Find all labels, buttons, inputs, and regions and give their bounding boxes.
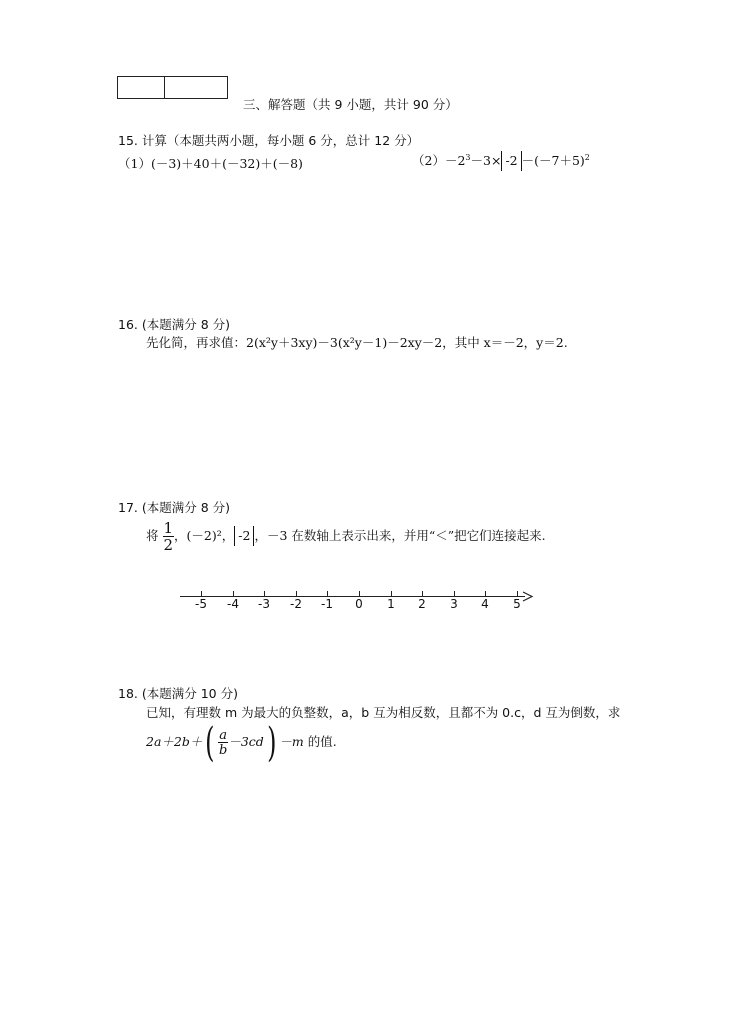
section-heading: 三、解答题（共 9 小题，共计 90 分） (243, 97, 458, 112)
q18-expr-tail: －m (279, 734, 304, 749)
q17-fraction-denominator: 2 (163, 535, 174, 554)
q15-title: 计算（本题共两小题，每小题 6 分，总计 12 分） (141, 133, 420, 148)
q15-part2-exponent-a: 3 (465, 153, 471, 162)
q18-expr-lead: 2a＋2b＋ (146, 734, 203, 749)
q18-fraction-numerator: a (219, 727, 228, 743)
q17-title: (本题满分 8 分) (141, 500, 231, 515)
q15-part2-exponent-c: 2 (584, 153, 590, 162)
score-table (117, 76, 228, 99)
q15-part1 (118, 154, 303, 172)
q18-left-paren: ( (205, 719, 215, 766)
q18-right-paren: ) (266, 719, 277, 766)
number-line-label: 4 (481, 597, 489, 611)
q16-expression: 2(x²y＋3xy)－3(x²y－1)－2xy－2，其中 x＝－2，y＝2. (246, 335, 568, 350)
q16-body (146, 333, 568, 351)
q18-suffix: 的值. (303, 734, 337, 749)
q15-part2-term-a: －2 (444, 153, 466, 168)
number-line-label: -1 (321, 597, 333, 611)
q17-fraction (163, 518, 175, 554)
q18-expr-inner: －3cd (228, 734, 264, 749)
q16-title: (本题满分 8 分) (141, 317, 231, 332)
q15-part1-expression: (－3)＋40＋(－32)＋(－8) (150, 156, 303, 171)
q17-items-mid: ，(－2)²， (174, 528, 235, 543)
q15-title-line (118, 131, 419, 149)
q17-absolute-value: -2 (234, 526, 254, 546)
number-line-label: 1 (387, 597, 395, 611)
number-line-label: 0 (355, 597, 363, 611)
q15-part2-term-b: －3× (470, 153, 502, 168)
q17-number: 17. (118, 500, 138, 515)
q17-body (146, 516, 546, 556)
q16-title-line (118, 315, 230, 333)
q17-fraction-numerator: 1 (163, 518, 174, 537)
q15-part2-term-c: －(－7＋5) (521, 153, 585, 168)
score-table-divider (164, 77, 165, 98)
number-line-label: 3 (450, 597, 458, 611)
q15-number: 15. (118, 133, 138, 148)
q18-fraction (218, 729, 228, 757)
q17-tail: ，－3 在数轴上表示出来，并用“＜”把它们连接起来. (254, 528, 546, 543)
number-line-label: -4 (227, 597, 239, 611)
q17-title-line (118, 498, 230, 516)
q18-expression (146, 720, 337, 764)
q16-number: 16. (118, 317, 138, 332)
q18-line1: 已知，有理数 m 为最大的负整数，a，b 互为相反数，且都不为 0.c，d 互为倒数，求 (146, 705, 621, 720)
q15-part2-absolute-value: -2 (501, 151, 521, 171)
number-line-arrow-icon (522, 591, 534, 602)
q17-lead: 将 (146, 528, 159, 543)
q16-prefix: 先化简，再求值： (146, 335, 247, 350)
number-line-label: -5 (195, 597, 207, 611)
q15-part2-label: （2） (412, 153, 445, 168)
number-line-label: 2 (418, 597, 426, 611)
q18-number: 18. (118, 686, 138, 701)
q18-title-line (118, 684, 238, 702)
q15-part1-label: （1） (118, 156, 151, 171)
number-line-label: 5 (513, 597, 521, 611)
q15-part2 (412, 151, 590, 171)
number-line-label: -2 (290, 597, 302, 611)
q18-fraction-denominator: b (218, 742, 228, 758)
number-line-label: -3 (258, 597, 270, 611)
q18-title: (本题满分 10 分) (141, 686, 238, 701)
